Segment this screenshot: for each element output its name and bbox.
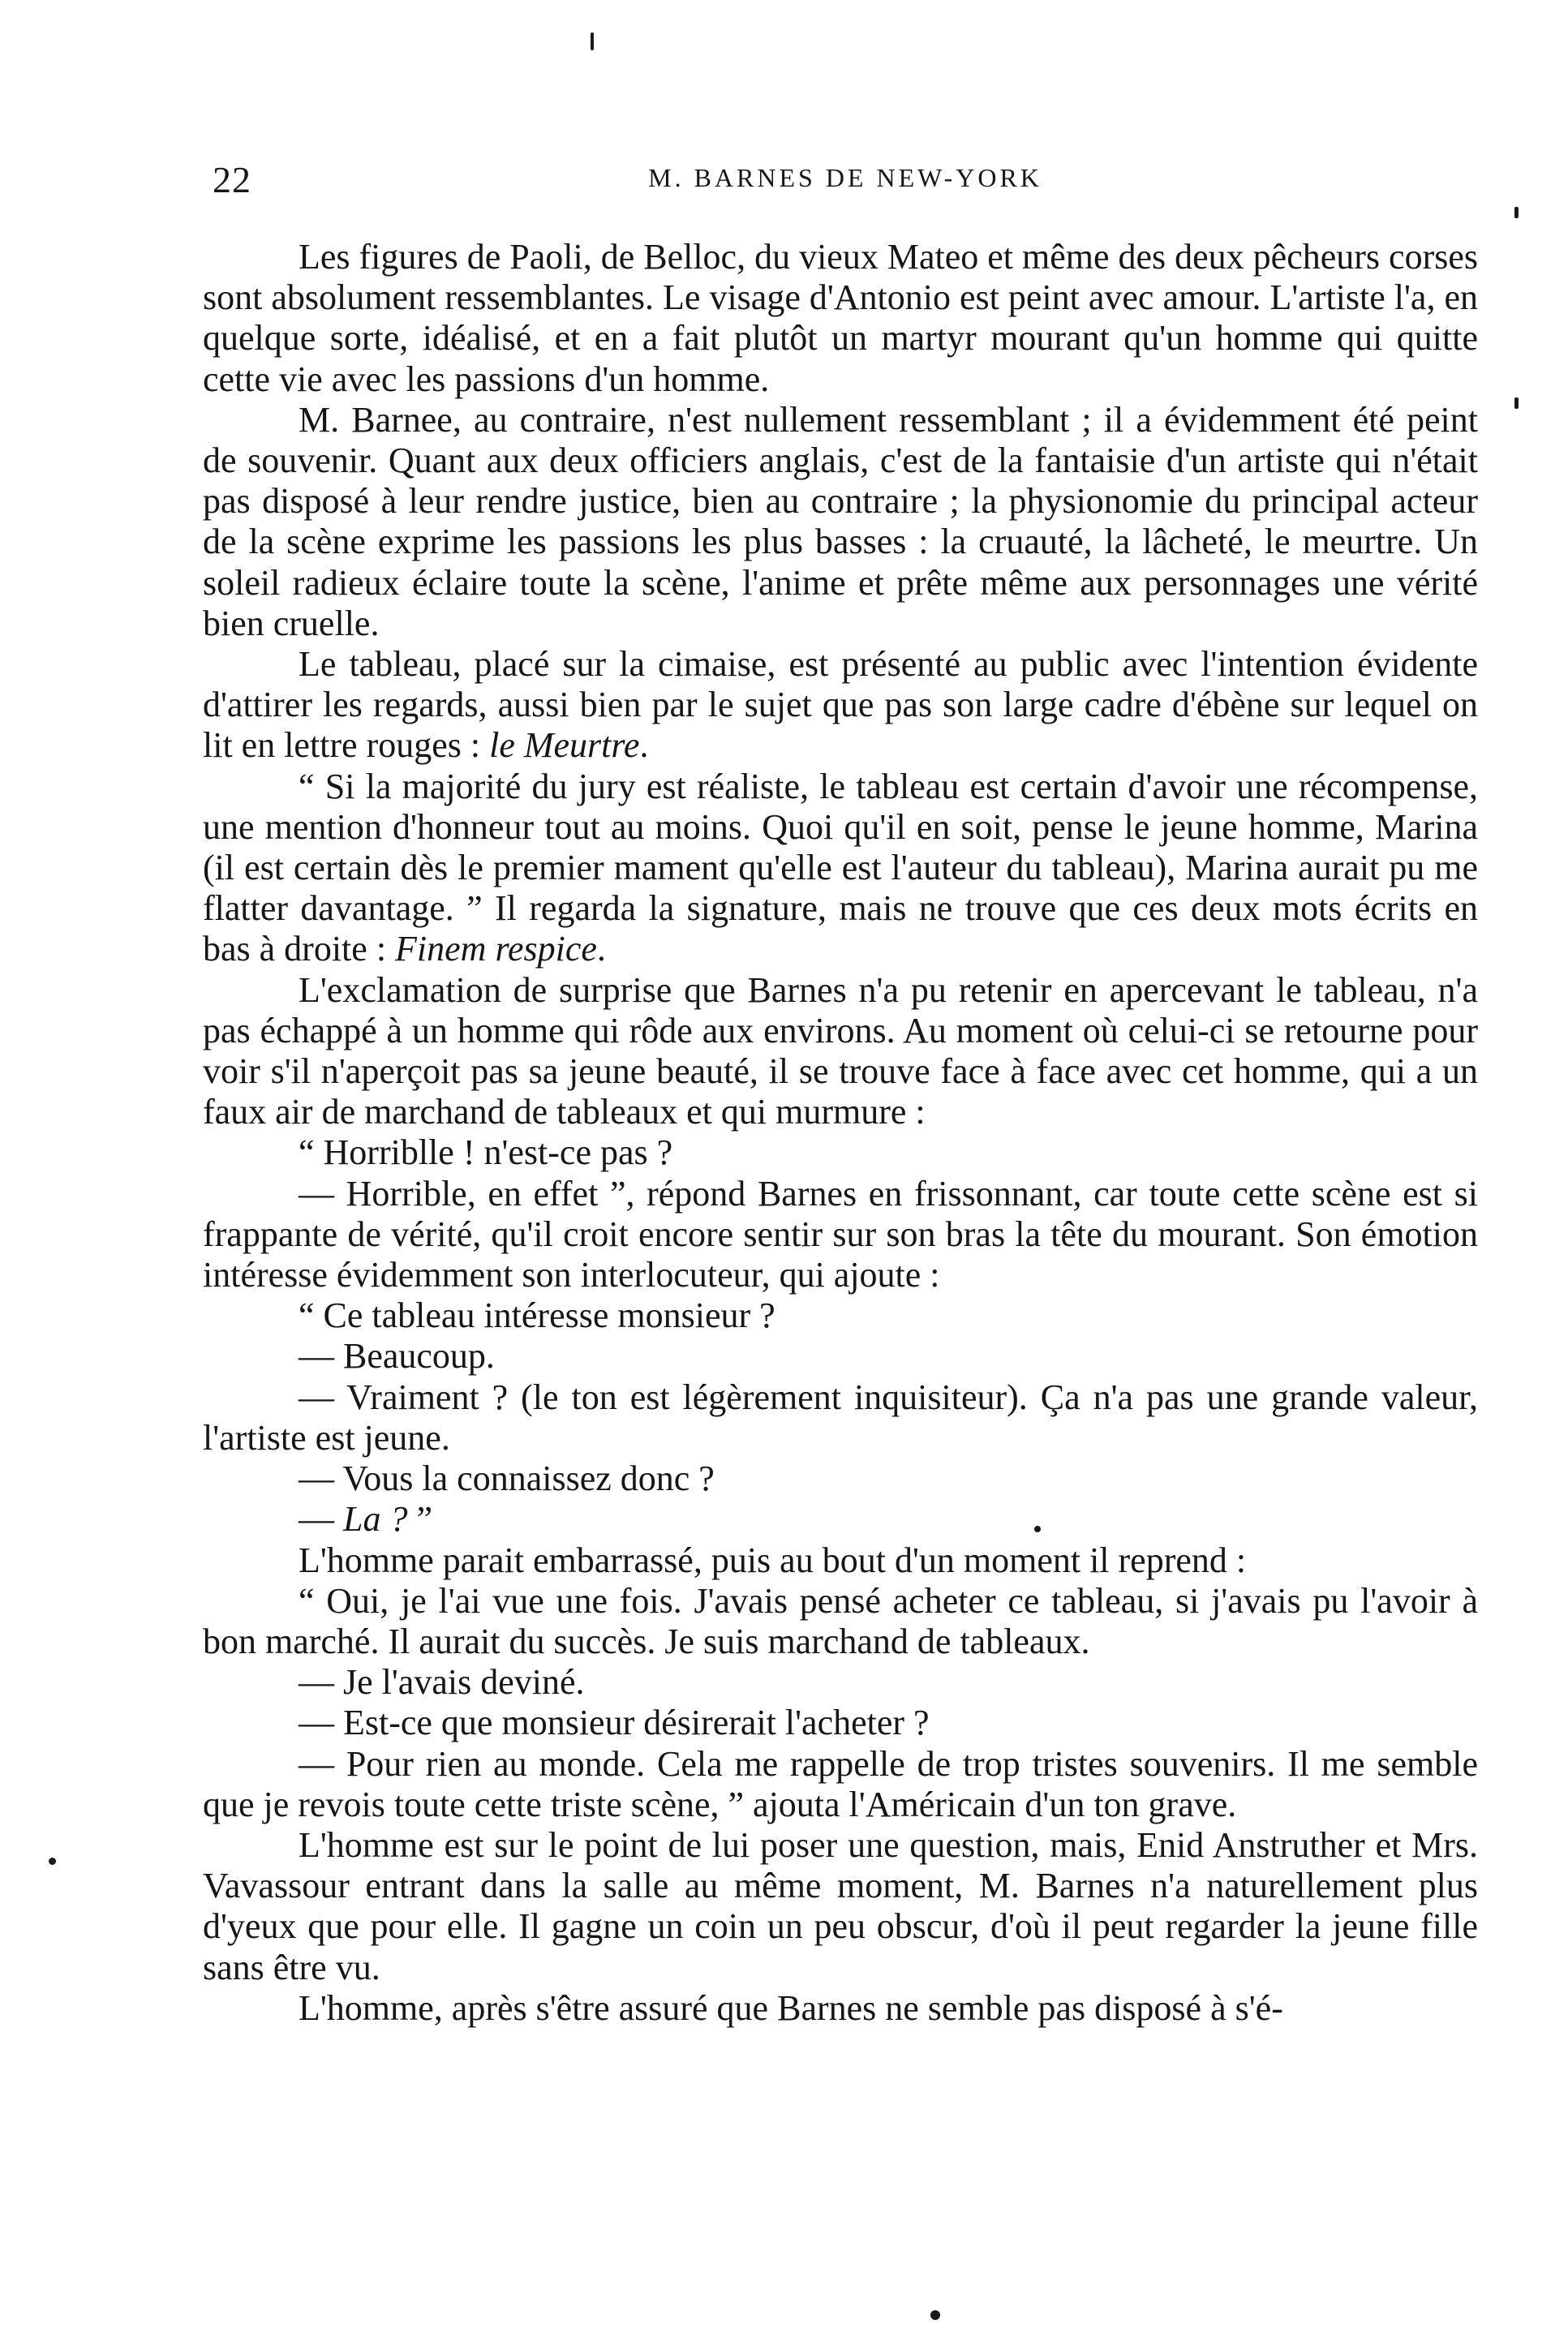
page-number: 22 [213,159,251,200]
paragraph: Le tableau, placé sur la cimaise, est présenté au public avec l'intention évidente d'attirer les regards, aussi bien par le sujet que pas son large cadre d'ébène sur lequel on lit en lettre rouges : le Meurtre. [203,644,1478,766]
dialogue-line: — Beaucoup. [299,1336,495,1377]
dialogue-line: “ Oui, je l'ai vue une fois. J'avais pensé acheter ce tableau, si j'avais pu l'avoir à bon marché. Il aurait du succès. Je suis marchand de tableaux. [203,1580,1478,1661]
scan-speck [1514,397,1519,409]
body-text [203,237,1478,2029]
paragraph: L'homme est sur le point de lui poser une question, mais, Enid Anstruther et Mrs. Vavassour entrant dans la salle au même moment, M. Barnes n'a naturellement plus d'yeux que pour elle. Il gagne un coin un peu obscur, d'où il peut regarder la jeune fille sans être vu. [203,1824,1478,1987]
paragraph: L'homme, après s'être assuré que Barnes ne semble pas disposé à s'é- [299,1987,1283,2028]
paragraph: L'homme parait embarrassé, puis au bout d'un moment il reprend : [299,1540,1247,1580]
dialogue-line: “ Horriblle ! n'est-ce pas ? [299,1132,673,1173]
dialogue-line: — Vous la connaissez donc ? [299,1458,715,1499]
page-header [213,158,1478,207]
dialogue-line: “ Ce tableau intéresse monsieur ? [299,1295,775,1336]
dialogue-line: — Horrible, en effet ”, répond Barnes en frissonnant, car toute cette scène est si frappante de vérité, qu'il croit encore sentir sur son bras la tête du mourant. Son émotion intéresse évidemment son interlocuteur, qui ajoute : [203,1173,1478,1295]
dialogue-line: — Je l'avais deviné. [299,1662,585,1703]
dialogue-line: — Vraiment ? (le ton est légèrement inquisiteur). Ça n'a pas une grande valeur, l'artiste est jeune. [203,1377,1478,1458]
dialogue-line: — La ? ” [299,1499,433,1540]
painting-title: le Meurtre [489,725,640,766]
paragraph: L'exclamation de surprise que Barnes n'a pu retenir en apercevant le tableau, n'a pas échappé à un homme qui rôde aux environs. Au moment où celui-ci se retourne pour voir s'il n'aperçoit pas sa jeune beauté, il se trouve face à face avec cet homme, qui a un faux air de marchand de tableaux et qui murmure : [203,969,1478,1132]
scan-speck [591,32,594,50]
paragraph: “ Si la majorité du jury est réaliste, le tableau est certain d'avoir une récompense, une mention d'honneur tout au moins. Quoi qu'il en soit, pense le jeune homme, Marina (il est certain dès le premier mament qu'elle est l'auteur du tableau), Marina aurait pu me flatter davantage. ” Il regarda la signature, mais ne trouve que ces deux mots écrits en bas à droite : Finem respice. [203,766,1478,969]
paragraph: M. Barnee, au contraire, n'est nullement ressemblant ; il a évidemment été peint de souvenir. Quant aux deux officiers anglais, c'est de la fantaisie d'un artiste qui n'était pas disposé à leur rendre justice, bien au contraire ; la physionomie du principal acteur de la scène exprime les passions les plus basses : la cruauté, la lâcheté, le meurtre. Un soleil radieux éclaire toute la scène, l'anime et prête même aux personnages une vérité bien cruelle. [203,399,1478,643]
scan-speck [930,2310,940,2320]
signature-words: Finem respice [395,929,597,969]
scan-speck [1034,1526,1041,1532]
scan-speck [49,1858,56,1865]
paragraph: Les figures de Paoli, de Belloc, du vieux Mateo et même des deux pêcheurs corses sont absolument ressemblantes. Le visage d'Antonio est peint avec amour. L'artiste l'a, en quelque sorte, idéalisé, et en a fait plutôt un martyr mourant qu'un homme qui quitte cette vie avec les passions d'un homme. [203,237,1478,399]
dialogue-line: — Pour rien au monde. Cela me rappelle de trop tristes souvenirs. Il me semble que je revois toute cette triste scène, ” ajouta l'Américain d'un ton grave. [203,1743,1478,1824]
dialogue-line: — Est-ce que monsieur désirerait l'acheter ? [299,1703,930,1743]
scan-speck [1514,207,1519,218]
running-title: M. BARNES DE NEW-YORK [648,163,1042,192]
